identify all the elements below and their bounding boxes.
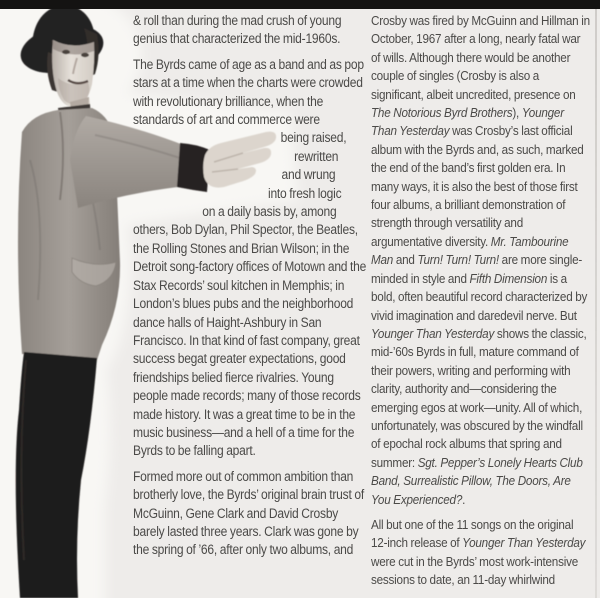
album-title-italic: The Notorious Byrd Brothers (371, 105, 513, 121)
text-run: and (393, 252, 418, 268)
text-run: others, Bob Dylan, Phil Spector, the Beatles, the Rolling Stones and Brian Wilson; in the Detroit song-factory offices of Motown and the Stax Records’ soul kitchen in Memphis; in London’s blues pubs and the neighborhood dance halls of Haight-Ashbury in San Francisco. In that kind of fast company, great success begat greater expectations, good friendships belied fierce rivalries. Young people made records; many of those records made history. It was a great time to be in the music business—and a hell of a time for the Byrds to be falling apart. (133, 222, 367, 459)
right-eye (81, 53, 89, 57)
page-right-edge (595, 9, 597, 598)
text-run: is a bold, often beautiful record characterized by vivid imagination and daredevil nerve. But (371, 270, 588, 323)
text-run: All but one of the 11 songs on the original 12-inch release of (371, 516, 574, 551)
paragraph (371, 516, 592, 590)
text-run: shows the classic, mid-’60s Byrds in full, mature command of their powers, writing and performing with clarity, authority and—considering the emerging egos at work—unity. All of which, unfortunately, was obscured by the windfall of epochal rock albums that spring and summer: (371, 325, 587, 470)
text-run: Crosby was fired by McGuinn and Hillman in October, 1967 after a long, nearly fatal war of wills. Although there would be another couple of singles (Crosby is also a significant, albeit uncredited, presence on (371, 13, 590, 102)
album-title-italic: Sgt. Pepper’s Lonely Hearts Club Band, Surrealistic Pillow, The Doors, Are You Experienced? (371, 454, 583, 507)
album-title-italic: Younger Than Yesterday (462, 535, 586, 551)
album-title-italic: Younger Than Yesterday (371, 325, 495, 341)
wrapped-line: on a daily basis by, among (202, 204, 337, 220)
text-run: were cut in the Byrds’ most work-intensive sessions to date, an 11-day whirlwind (371, 553, 578, 588)
paragraph: Formed more out of common ambition than brotherly love, the Byrds’ original brain trust of McGuinn, Gene Clark and David Crosby barely lasted three years. Clark was gone by the spring of ’66, after only two albums, and (133, 468, 364, 558)
wrapped-line: and wrung (281, 167, 336, 183)
wrapped-line: being raised, (280, 130, 347, 146)
text-run: ), (512, 105, 522, 121)
wrapped-line: into fresh logic (268, 185, 342, 201)
left-text-column (133, 12, 371, 560)
text-run: are more single-minded in style and (371, 252, 583, 286)
hand-wrap-lines (133, 129, 371, 221)
text-run: was Crosby’s last official album with the Byrds and, as such, marked the end of the band’s first golden era. In many ways, it is also the best of those first four albums, a brilliant demonstration of strength through versatility and argumentative diversity. (371, 123, 584, 249)
wrapped-line: rewritten (294, 148, 339, 164)
album-title-italic: Fifth Dimension (469, 270, 548, 286)
album-title-italic: Mr. Tambourine Man (371, 233, 569, 268)
left-eye (62, 50, 70, 54)
paragraph (133, 56, 371, 461)
paragraph (371, 12, 592, 509)
album-title-italic: Younger Than Yesterday (371, 105, 564, 139)
album-title-italic: Turn! Turn! Turn! (417, 252, 499, 268)
right-text-column (371, 12, 592, 590)
paragraph: & roll than during the mad crush of young genius that characterized the mid-1960s. (133, 13, 342, 47)
top-edge-bar (0, 0, 600, 9)
text-run: The Byrds came of age as a band and as pop stars at a time when the charts were crowded with revolutionary brilliance, when the standards of art and commerce were (133, 56, 364, 128)
text-run: . (462, 491, 466, 507)
